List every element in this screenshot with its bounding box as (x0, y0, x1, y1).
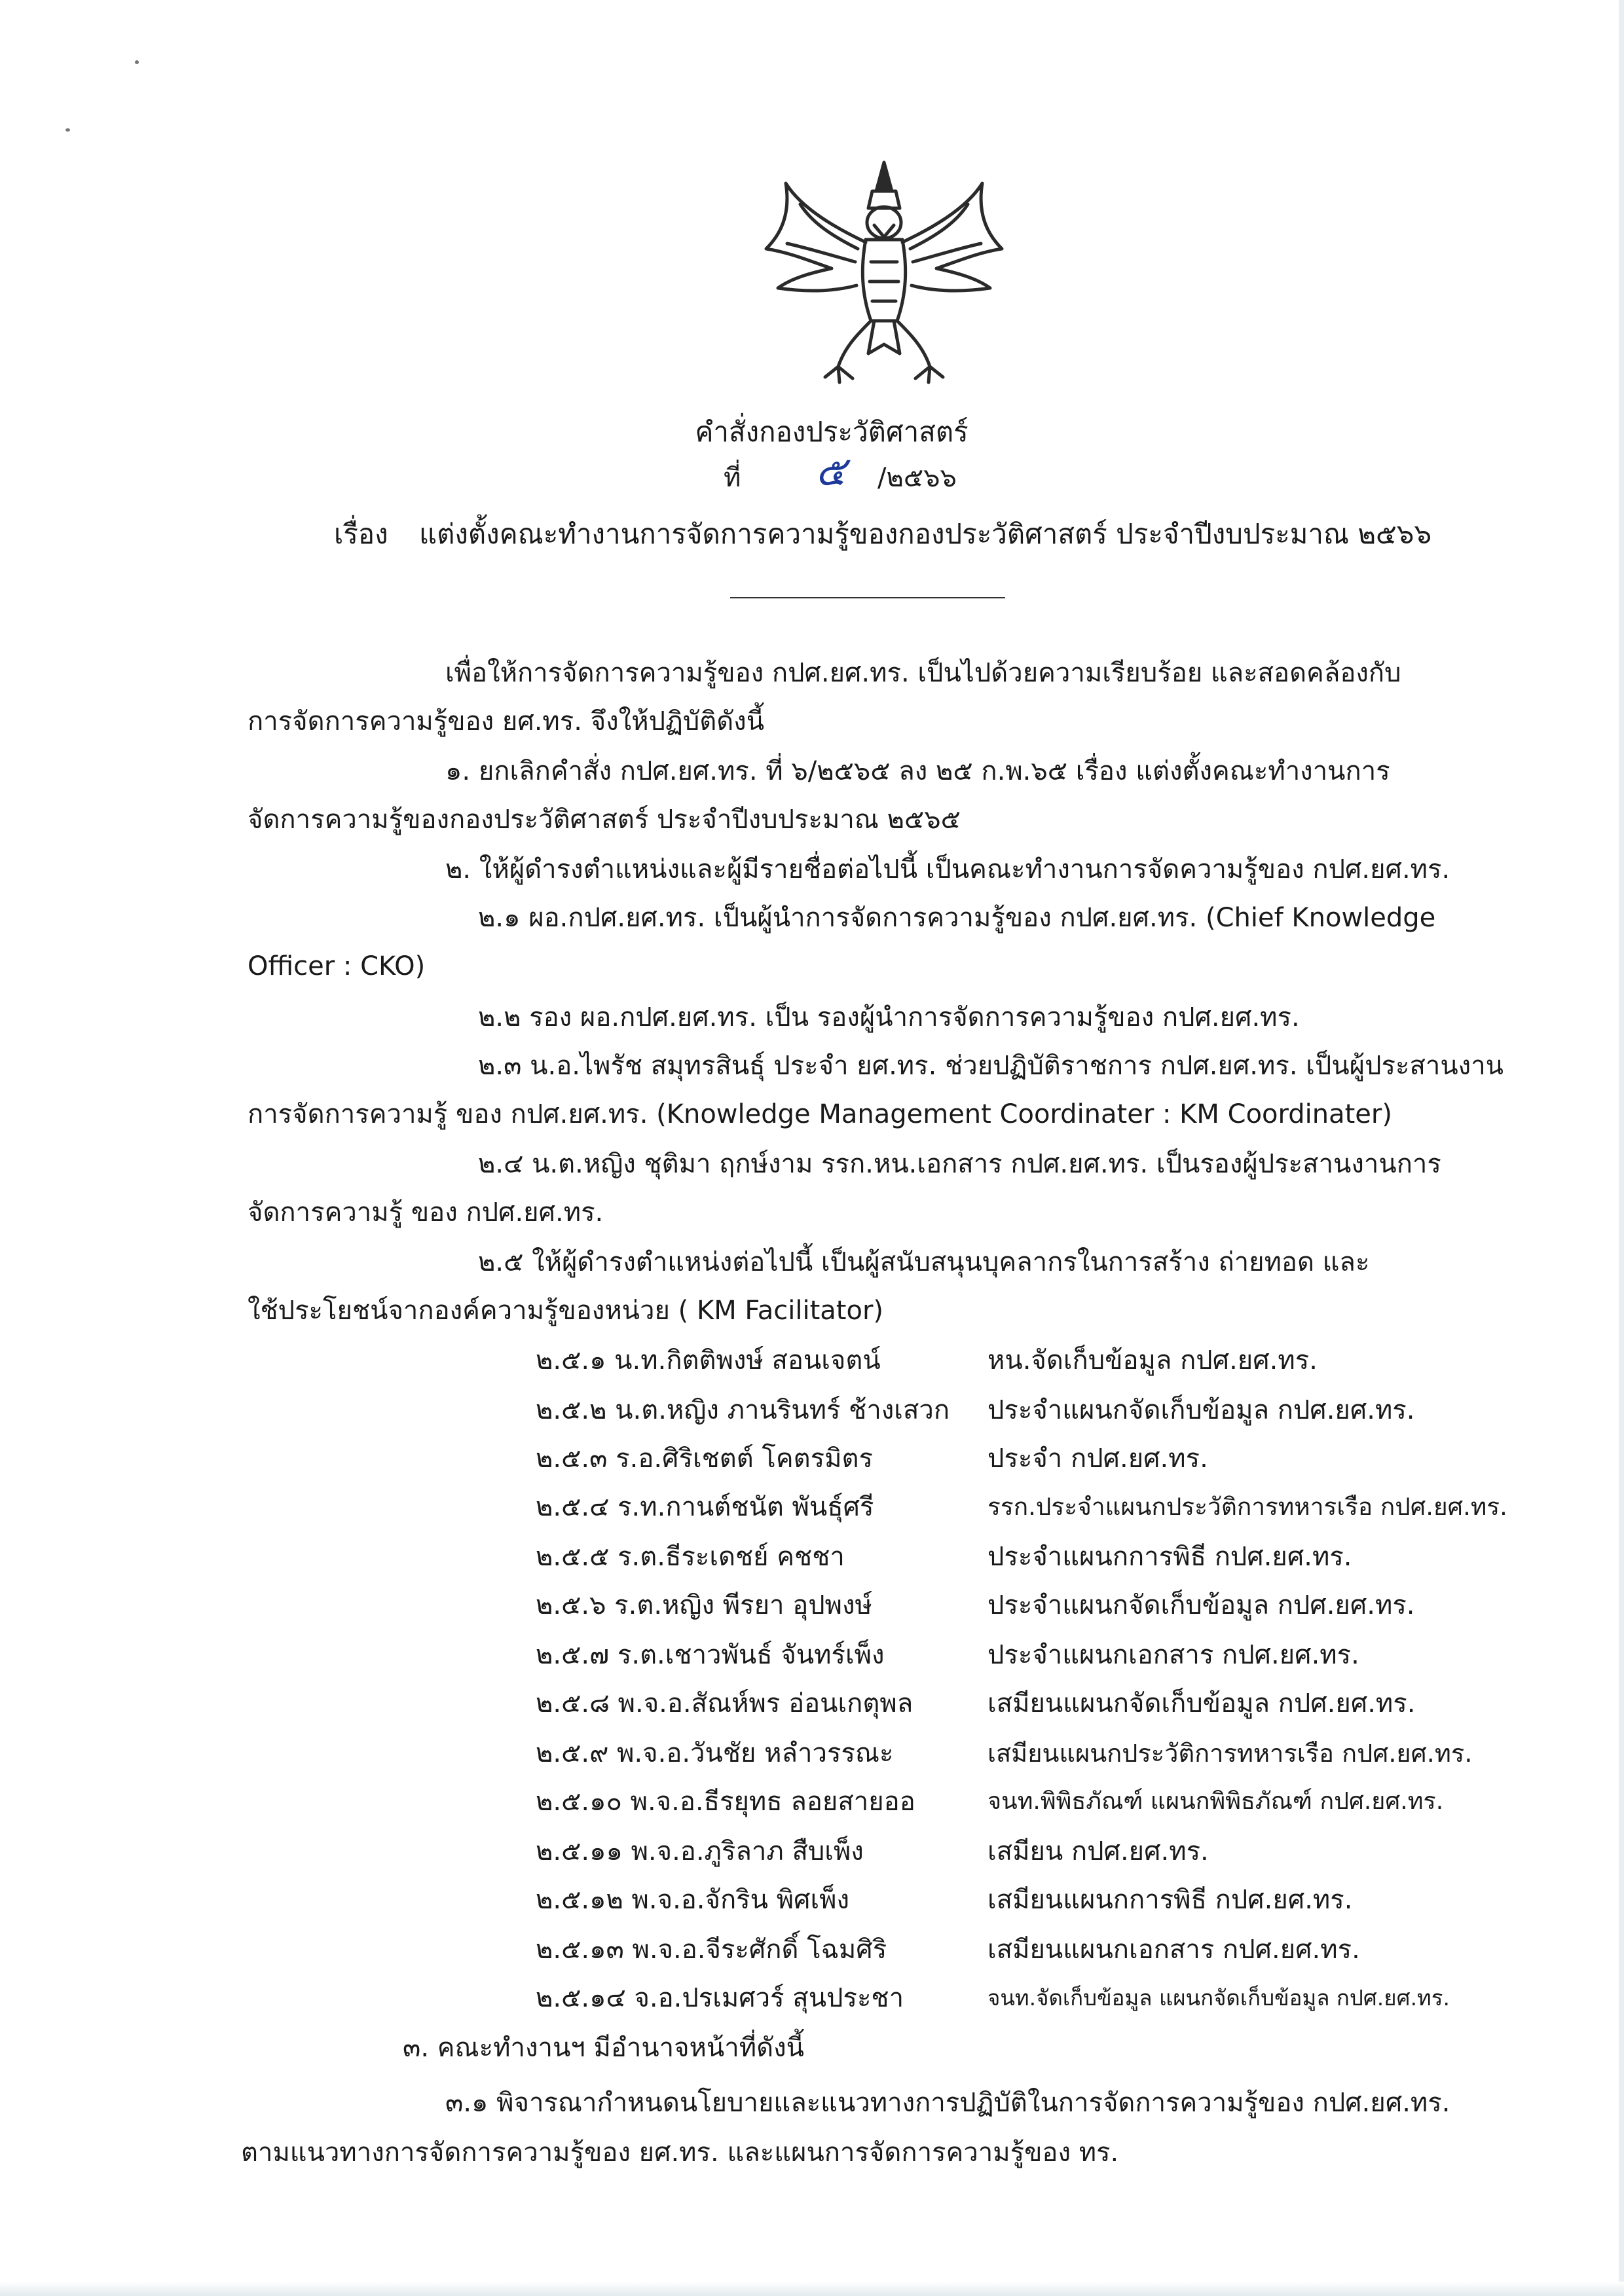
intro-line: การจัดการความรู้ของ ยศ.ทร. จึงให้ปฏิบัติดังนี้ (248, 706, 765, 737)
facilitator-position: จนท.พิพิธภัณฑ์ แผนกพิพิธภัณฑ์ กปศ.ยศ.ทร. (987, 1788, 1444, 1815)
facilitator-name: ๒.๕.๓ ร.อ.ศิริเชตต์ โคตรมิตร (536, 1444, 873, 1474)
clause-2-2-line: ๒.๒ รอง ผอ.กปศ.ยศ.ทร. เป็น รองผู้นำการจัดการความรู้ของ กปศ.ยศ.ทร. (478, 1002, 1300, 1032)
subject-text: แต่งตั้งคณะทำงานการจัดการความรู้ของกองประวัติศาสตร์ ประจำปีงบประมาณ ๒๕๖๖ (419, 518, 1432, 550)
facilitator-name: ๒.๕.๒ น.ต.หญิง ภานรินทร์ ช้างเสวก (536, 1395, 950, 1425)
facilitator-position: เสมียนแผนกเอกสาร กปศ.ยศ.ทร. (987, 1935, 1360, 1965)
facilitator-position: ประจำแผนกเอกสาร กปศ.ยศ.ทร. (987, 1640, 1359, 1670)
facilitator-name: ๒.๕.๑ น.ท.กิตติพงษ์ สอนเจตน์ (536, 1345, 881, 1376)
order-title: คำสั่งกองประวัติศาสตร์ (695, 416, 969, 448)
scan-speck (135, 60, 139, 64)
clause-1-line: จัดการความรู้ของกองประวัติศาสตร์ ประจำปีงบประมาณ ๒๕๖๕ (248, 805, 961, 835)
facilitator-position: จนท.จัดเก็บข้อมูล แผนกจัดเก็บข้อมูล กปศ.ยศ.ทร. (987, 1985, 1450, 2011)
clause-1-line: ๑. ยกเลิกคำสั่ง กปศ.ยศ.ทร. ที่ ๖/๒๕๖๕ ลง ๒๕ ก.พ.๖๕ เรื่อง แต่งตั้งคณะทำงานการ (445, 756, 1390, 786)
clause-2-3-line: การจัดการความรู้ ของ กปศ.ยศ.ทร. (Knowledge Management Coordinater : KM Coordinater) (248, 1099, 1392, 1129)
facilitator-name: ๒.๕.๑๒ พ.จ.อ.จักริน พิศเพ็ง (536, 1885, 850, 1915)
facilitator-name: ๒.๕.๑๓ พ.จ.อ.จีระศักดิ์ โฉมศิริ (536, 1935, 887, 1965)
clause-2-1-line: ๒.๑ ผอ.กปศ.ยศ.ทร. เป็นผู้นำการจัดการความรู้ของ กปศ.ยศ.ทร. (Chief Knowledge (478, 903, 1436, 933)
scan-speck (65, 128, 70, 132)
clause-2-5-line: ๒.๕ ให้ผู้ดำรงตำแหน่งต่อไปนี้ เป็นผู้สนับสนุนบุคลากรในการสร้าง ถ่ายทอด และ (478, 1247, 1370, 1277)
facilitator-position: รรก.ประจำแผนกประวัติการทหารเรือ กปศ.ยศ.ทร. (987, 1493, 1507, 1521)
facilitator-name: ๒.๕.๙ พ.จ.อ.วันชัย หลำวรรณะ (536, 1738, 894, 1768)
facilitator-name: ๒.๕.๘ พ.จ.อ.สัณห์พร อ่อนเกตุพล (536, 1688, 913, 1719)
facilitator-position: หน.จัดเก็บข้อมูล กปศ.ยศ.ทร. (987, 1345, 1318, 1376)
facilitator-name: ๒.๕.๑๔ จ.อ.ปรเมศวร์ สุนประชา (536, 1983, 904, 2013)
facilitator-name: ๒.๕.๑๑ พ.จ.อ.ภูริลาภ สืบเพ็ง (536, 1836, 864, 1867)
clause-3-1-line: ตามแนวทางการจัดการความรู้ของ ยศ.ทร. และแผนการจัดการความรู้ของ ทร. (241, 2138, 1119, 2168)
facilitator-name: ๒.๕.๗ ร.ต.เชาวพันธ์ จันทร์เพ็ง (536, 1640, 885, 1670)
order-number-signature: ๕ (815, 447, 846, 495)
clause-2-1-line: Officer : CKO) (248, 951, 426, 981)
facilitator-position: ประจำแผนกจัดเก็บข้อมูล กปศ.ยศ.ทร. (987, 1590, 1415, 1620)
intro-line: เพื่อให้การจัดการความรู้ของ กปศ.ยศ.ทร. เป็นไปด้วยความเรียบร้อย และสอดคล้องกับ (445, 658, 1401, 688)
scan-edge-bottom (0, 2282, 1624, 2296)
clause-2-3-line: ๒.๓ น.อ.ไพรัช สมุทรสินธุ์ ประจำ ยศ.ทร. ช่วยปฏิบัติราชการ กปศ.ยศ.ทร. เป็นผู้ประสานงาน (478, 1051, 1504, 1081)
facilitator-position: ประจำแผนกจัดเก็บข้อมูล กปศ.ยศ.ทร. (987, 1395, 1415, 1425)
facilitator-name: ๒.๕.๖ ร.ต.หญิง พีรยา อุปพงษ์ (536, 1590, 872, 1620)
facilitator-position: เสมียน กปศ.ยศ.ทร. (987, 1836, 1209, 1867)
clause-2-line: ๒. ให้ผู้ดำรงตำแหน่งและผู้มีรายชื่อต่อไปนี้ เป็นคณะทำงานการจัดความรู้ของ กปศ.ยศ.ทร. (445, 854, 1450, 884)
facilitator-position: เสมียนแผนกการพิธี กปศ.ยศ.ทร. (987, 1885, 1353, 1915)
scan-edge-right (1619, 0, 1624, 2296)
order-number-year: /๒๕๖๖ (877, 463, 957, 493)
clause-3-line: ๓. คณะทำงานฯ มีอำนาจหน้าที่ดังนี้ (403, 2033, 804, 2063)
clause-3-1-line: ๓.๑ พิจารณากำหนดนโยบายและแนวทางการปฏิบัติในการจัดการความรู้ของ กปศ.ยศ.ทร. (445, 2088, 1450, 2118)
clause-2-4-line: จัดการความรู้ ของ กปศ.ยศ.ทร. (248, 1197, 604, 1228)
facilitator-name: ๒.๕.๑๐ พ.จ.อ.ธีรยุทธ ลอยสายออ (536, 1787, 915, 1817)
subject-label: เรื่อง (334, 518, 388, 550)
facilitator-position: เสมียนแผนกจัดเก็บข้อมูล กปศ.ยศ.ทร. (987, 1688, 1416, 1719)
order-number-label: ที่ (724, 463, 741, 493)
clause-2-4-line: ๒.๔ น.ต.หญิง ชุติมา ฤกษ์งาม รรก.หน.เอกสาร กปศ.ยศ.ทร. เป็นรองผู้ประสานงานการ (478, 1149, 1441, 1179)
garuda-emblem-icon (740, 157, 1028, 393)
facilitator-position: ประจำ กปศ.ยศ.ทร. (987, 1444, 1208, 1474)
facilitator-position: ประจำแผนกการพิธี กปศ.ยศ.ทร. (987, 1542, 1352, 1572)
header-divider (730, 597, 1005, 598)
facilitator-name: ๒.๕.๕ ร.ต.ธีระเดชย์ คชชา (536, 1542, 845, 1572)
facilitator-position: เสมียนแผนกประวัติการทหารเรือ กปศ.ยศ.ทร. (987, 1739, 1473, 1768)
clause-2-5-line: ใช้ประโยชน์จากองค์ความรู้ของหน่วย ( KM Facilitator) (248, 1296, 883, 1326)
facilitator-name: ๒.๕.๔ ร.ท.กานต์ชนัต พันธุ์ศรี (536, 1492, 874, 1522)
